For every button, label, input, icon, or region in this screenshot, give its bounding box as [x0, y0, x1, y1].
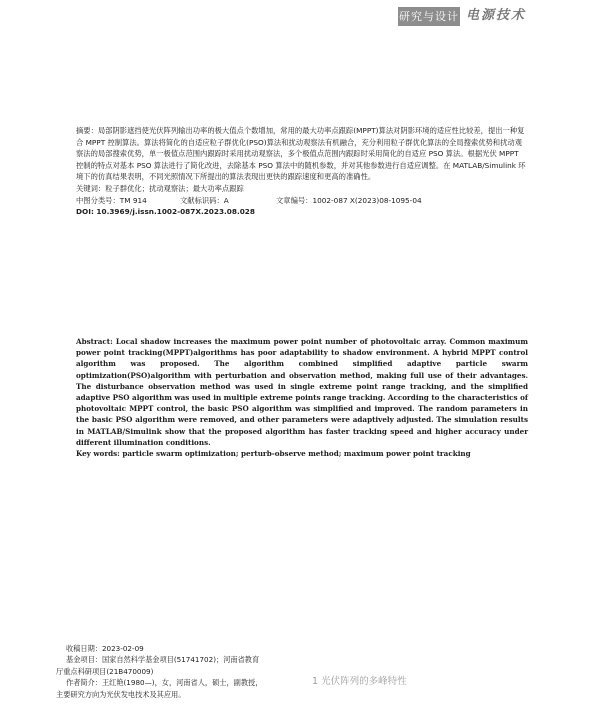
received-date: 收稿日期：2023-02-09: [66, 644, 144, 653]
cn-keywords-text: 粒子群优化；扰动观察法；最大功率点跟踪: [105, 183, 244, 193]
author-line-1: 作者简介：王红艳(1980—)，女，河南省人，硕士，副教授，: [66, 678, 263, 688]
article-number: 文章编号：1002-087 X(2023)08-1095-04: [276, 195, 422, 205]
footnote: [56, 643, 302, 700]
cn-abstract-label: 摘要：: [76, 126, 98, 135]
section-tag: 研究与设计: [398, 7, 460, 26]
cn-keywords: [76, 183, 528, 195]
fund-line-2: 厅重点科研项目(21B470009): [56, 666, 154, 676]
chinese-abstract: [76, 125, 528, 218]
en-keywords: Key words: particle swarm optimization; perturb-observe method; maximum power point tracking: [76, 449, 471, 459]
en-abstract-text: Abstract: Local shadow increases the maximum power point number of photovoltaic array. Common maximum power point tracking(MPPT)algorithms has poor adaptability to shadow environment. A hybrid MPPT control algorithm was proposed. The algorithm combined simplified adaptive particle swarm optimization(PSO)algorithm with perturbation and observation method, making full use of their advantages. The disturbance observation method was used in single extreme point range tracking, and the simplified adaptive PSO algorithm was used in multiple extreme points range tracking. According to the characteristics of photovoltaic MPPT control, the basic PSO algorithm was simplified and improved. The random parameters in the basic PSO algorithm were removed, and other parameters were adaptively adjusted. The simulation results in MATLAB/Simulink show that the proposed algorithm has faster tracking speed and higher accuracy under different illumination conditions.: [76, 337, 528, 447]
page-header: [0, 0, 600, 34]
doi: DOI: 10.3969/j.issn.1002-087X.2023.08.028: [76, 207, 255, 217]
cn-abstract-text: 局部阴影遮挡使光伏阵列输出功率的极大值点个数增加，常用的最大功率点跟踪(MPPT)算法对阴影环境的适应性比较差，提出一种复合 MPPT 控制算法。算法将简化的自适应粒子群优化(PSO)算法和扰动观察法有机融合，充分利用粒子群优化算法的全局搜索优势和扰动观察法的局部搜索优势，单一极值点范围内跟踪时采用扰动观察法，多个极值点范围内跟踪时采用简化的自适应 PSO 算法。根据光伏 MPPT 控制的特点对基本 PSO 算法进行了简化改进，去除基本 PSO 算法中的随机参数，并对其他参数进行自适应调整。在 MATLAB/Simulink 环境下的仿真结果表明，不同光照情况下所提出的算法表现出更快的跟踪速度和更高的准确性。: [76, 126, 526, 182]
section-heading: 1 光伏阵列的多峰特性: [312, 676, 407, 687]
english-abstract: [76, 336, 528, 459]
cn-abstract-body: [76, 125, 528, 183]
document-code: 文献标识码：A: [180, 195, 229, 205]
fund-line-1: 基金项目：国家自然科学基金项目(51741702)；河南省教育: [66, 655, 260, 665]
journal-logo-text: 电源技术: [466, 8, 527, 23]
cn-keywords-label: 关键词：: [76, 183, 106, 193]
author-line-2: 主要研究方向为光伏发电技术及其应用。: [56, 689, 186, 699]
clc-number: 中图分类号：TM 914: [76, 195, 147, 205]
classification-row: [76, 195, 528, 207]
